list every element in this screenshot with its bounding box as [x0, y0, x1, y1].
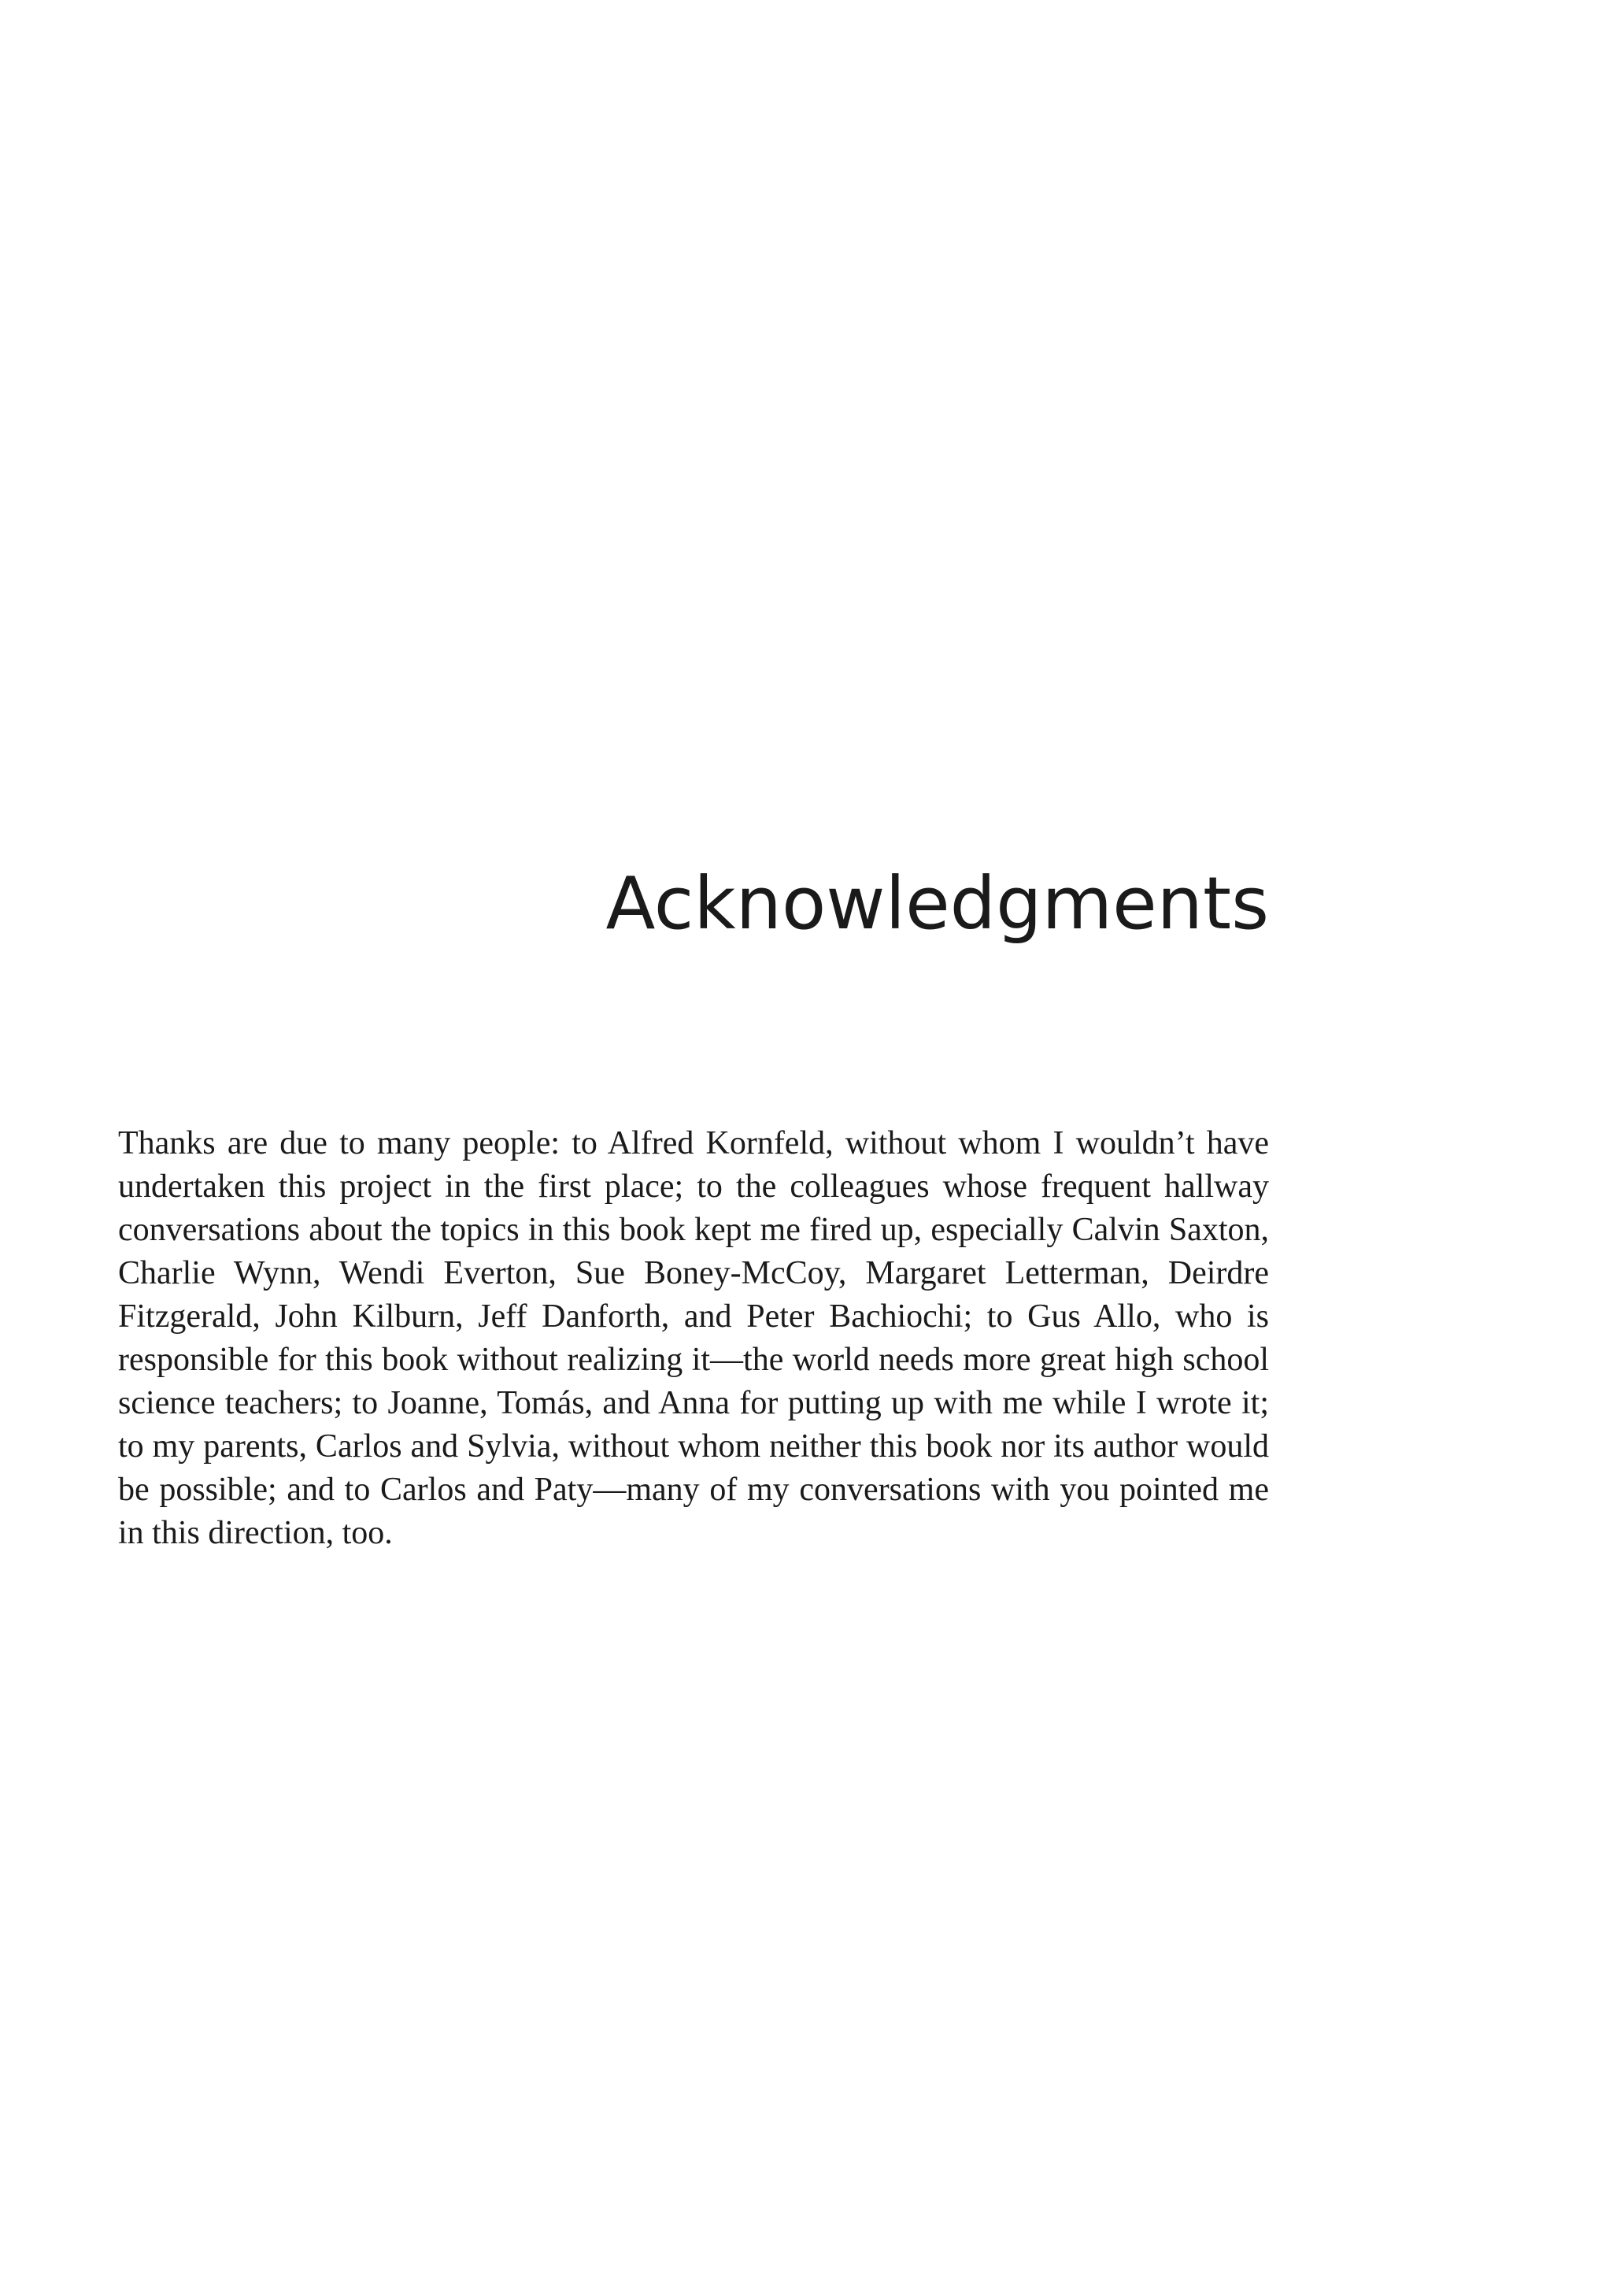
- acknowledgments-paragraph: Thanks are due to many people: to Alfred Kornfeld, without whom I wouldn’t have undertaken this project in the first place; to the colleagues whose frequent hallway conversations about the topics in this book kept me fired up, especially Calvin Saxton, Charlie Wynn, Wendi Everton, Sue Boney-McCoy, Margaret Letterman, Deirdre Fitzgerald, John Kilburn, Jeff Danforth, and Peter Bachiochi; to Gus Allo, who is responsible for this book without realizing it—the world needs more great high school science teachers; to Joanne, Tomás, and Anna for putting up with me while I wrote it; to my parents, Carlos and Sylvia, without whom neither this book nor its author would be possible; and to Carlos and Paty—many of my conversations with you pointed me in this direction, too.: [118, 1125, 1269, 1551]
- chapter-title: Acknowledgments: [605, 861, 1269, 946]
